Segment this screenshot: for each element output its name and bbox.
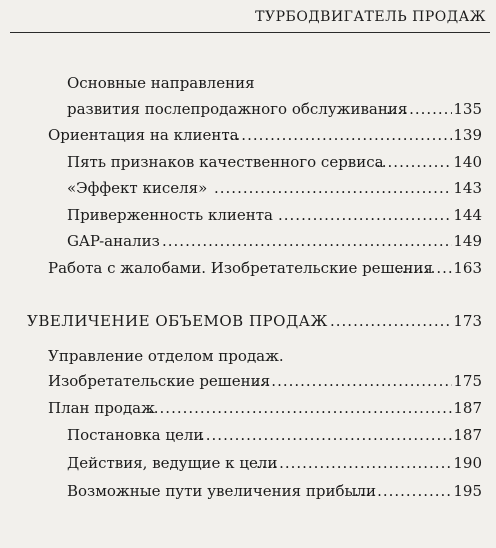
toc-leader-dots [200,423,452,447]
toc-entry[interactable] [0,229,496,253]
toc-entry-title: Управление отделом продаж. [48,347,284,365]
toc-section-title: УВЕЛИЧЕНИЕ ОБЪЕМОВ ПРОДАЖ [27,312,328,330]
toc-page-number: 144 [453,206,482,224]
toc-leader-dots [256,451,452,475]
toc-page-number: 139 [453,126,482,144]
toc-leader-dots [162,229,452,253]
toc-leader-dots [224,123,452,147]
toc-entry[interactable] [0,423,496,447]
toc-page-number: 190 [453,454,482,472]
toc-page-number: 149 [453,232,482,250]
toc-entry[interactable] [0,97,496,121]
toc-entry-title: «Эффект киселя» [67,179,208,197]
toc-page-number: 175 [453,372,482,390]
toc-entry[interactable] [0,256,496,280]
running-header [0,0,496,34]
toc-entry-title: План продаж [48,399,155,417]
header-rule [10,32,490,33]
toc-entry-title: Действия, ведущие к цели [67,454,278,472]
toc-leader-dots [148,396,452,420]
toc-page-number: 163 [453,259,482,277]
toc-entry-title: Приверженность клиента [67,206,273,224]
toc-entry[interactable] [0,123,496,147]
toc-entry-title: Возможные пути увеличения прибыли [67,482,376,500]
toc-page-number: 195 [453,482,482,500]
toc-entry-title: развития послепродажного обслуживания [67,100,408,118]
toc-entry-title: GAP-анализ [67,232,160,250]
toc-entry[interactable] [0,176,496,200]
toc-page-number: 187 [453,399,482,417]
toc-leader-dots [278,203,452,227]
toc-page-number: 135 [453,100,482,118]
toc-leader-dots [376,150,452,174]
toc-entry-title: Изобретательские решения [48,372,271,390]
toc-entry[interactable] [0,369,496,393]
toc-entry[interactable] [0,479,496,503]
toc-leader-dots [254,369,452,393]
toc-page-number: 143 [453,179,482,197]
toc-entry[interactable] [0,203,496,227]
toc-entry-title: Пять признаков качественного сервиса [67,153,384,171]
toc-entry[interactable] [0,396,496,420]
toc-page-number: 173 [453,312,482,330]
toc-leader-dots [214,176,452,200]
toc-entry-title: Постановка цели [67,426,204,444]
book-title: ТУРБОДВИГАТЕЛЬ ПРОДАЖ [255,9,486,25]
toc-entry[interactable] [0,150,496,174]
toc-page-number: 140 [453,153,482,171]
toc-leader-dots [330,309,452,333]
toc-entry[interactable] [0,451,496,475]
toc-section-entry[interactable] [0,309,496,333]
toc-entry-title: Работа с жалобами. Изобретательские решения [48,259,433,277]
toc-entry [0,344,496,368]
toc-leader-dots [354,479,452,503]
toc-entry-title: Основные направления [67,74,255,92]
toc-entry-title: Ориентация на клиента [48,126,239,144]
toc-page-number: 187 [453,426,482,444]
toc-entry [0,71,496,95]
